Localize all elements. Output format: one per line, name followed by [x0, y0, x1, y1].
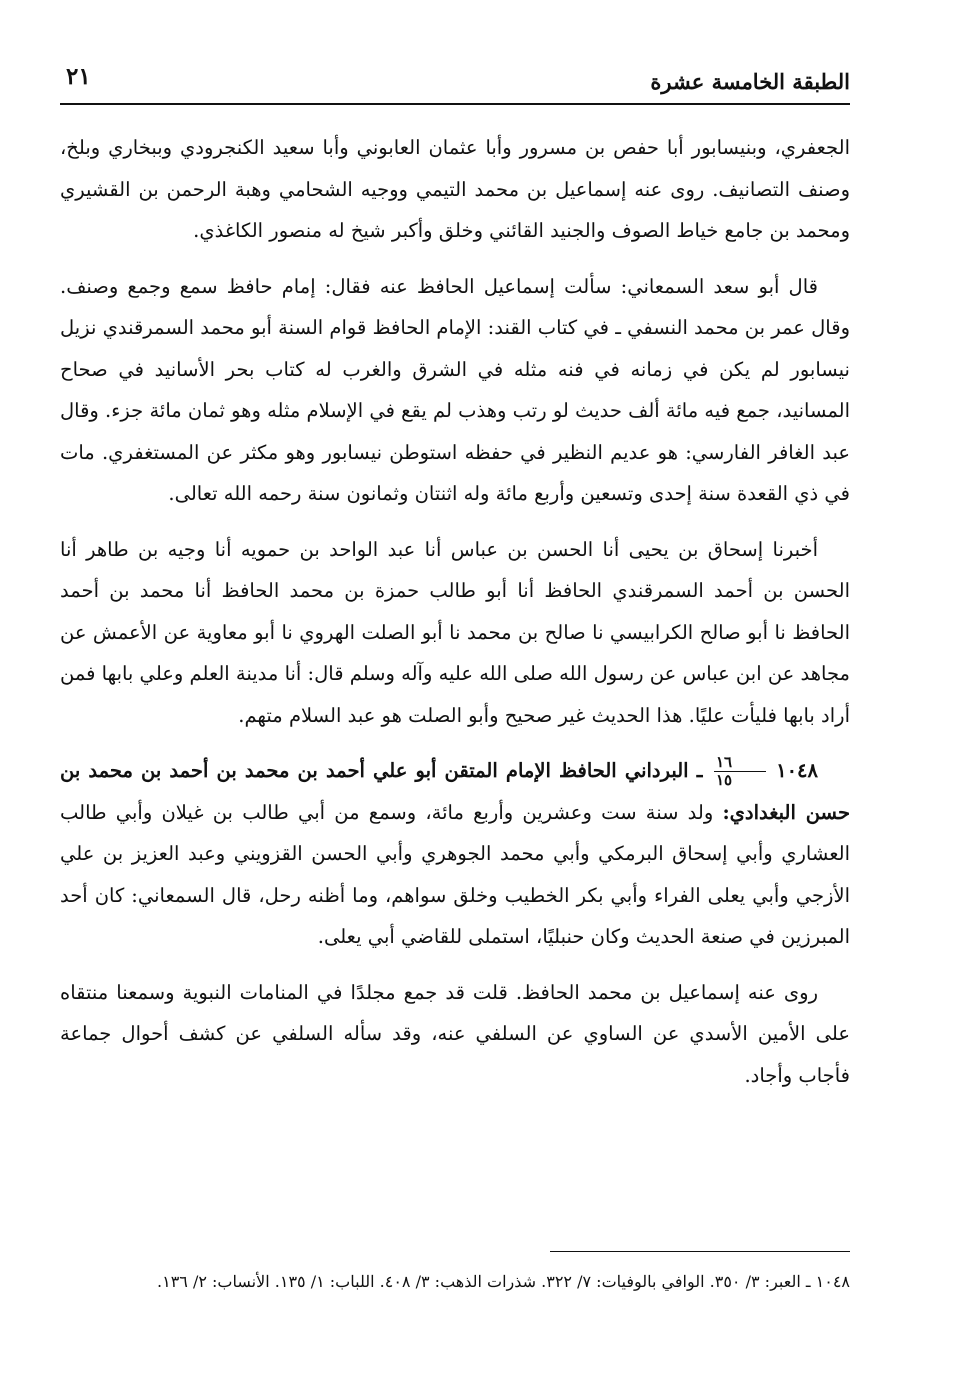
body-text [60, 127, 850, 1096]
entry-heading: ـ البرداني الحافظ الإمام المتقن أبو علي أحمد بن محمد بن أحمد بن محمد بن حسن البغدادي: [60, 759, 851, 824]
biography-entry [60, 750, 850, 958]
page-header [60, 55, 850, 105]
entry-number: ١٠٤٨ [776, 759, 818, 782]
footnote-divider [550, 1251, 850, 1252]
page-number: ٢١ [66, 63, 91, 90]
running-title: الطبقة الخامسة عشرة [650, 69, 850, 94]
fraction-bottom: ١٥ [715, 771, 733, 789]
entry-text: ولد سنة ست وعشرين وأربع مائة، وسمع من أبي طالب بن غيلان وأبي طالب العشاري وأبي إسحاق البرمكي وأبي محمد الجوهري وأبي الحسن القزويني وعبد العزيز بن علي الأزجي وأبي يعلى الفراء وأبي بكر الخطيب وخلق سواهم، وما أظنه رحل، قال السمعاني: كان أحد المبرزين في صنعة الحديث وكان حنبليًا، استملى للقاضي أبي يعلى. [60, 800, 850, 948]
paragraph-last: روى عنه إسماعيل بن محمد الحافظ. قلت قد جمع مجلدًا في المنامات النبوية وسمعنا منتقاه على الأمين الأسدي عن الساوي عن السلفي عنه، وقد سأله السلفي عن كشف أحوال جماعة فأجاب وأجاد. [60, 980, 850, 1087]
book-page [60, 55, 850, 1355]
footnote: ١٠٤٨ ـ العبر: ٣/ ٣٥٠. الوافي بالوفيات: ٧/ ٣٢٢. شذرات الذهب: ٣/ ٤٠٨. اللباب: ١/ ١٣٥. الأنساب: ٢/ ١٣٦. [157, 1272, 850, 1291]
paragraph-2: قال أبو سعد السمعاني: سألت إسماعيل الحافظ عنه فقال: إمام حافظ سمع وجمع وصنف. وقال عمر بن محمد النسفي ـ في كتاب القند: الإمام الحافظ قوام السنة أبو محمد السمرقندي نزيل نيسابور لم يكن في زمانه في فنه مثله في الشرق والغرب له كتاب بحر الأسانيد في صحاح المسانيد، جمع فيه مائة ألف حديث لو رتب وهذب لم يقع في الإسلام مثله وهو ثمان مائة جزء. وقال عبد الغافر الفارسي: هو عديم النظير في حفظه استوطن نيسابور وهو مكثر عن المستغفري. مات في ذي القعدة سنة إحدى وتسعين وأربع مائة وله اثنتان وثمانون سنة رحمه الله تعالى. [60, 274, 851, 505]
paragraph-3: أخبرنا إسحاق بن يحيى أنا الحسن بن عباس أنا عبد الواحد بن حمويه أنا وجيه بن طاهر أنا الحسن بن أحمد السمرقندي الحافظ أنا أبو طالب حمزة بن محمد الحافظ أنا محمد بن أحمد الحافظ نا أبو صالح الكرابيسي نا صالح بن محمد نا أبو الصلت الهروي نا أبو معاوية عن الأعمش عن مجاهد عن ابن عباس عن رسول الله صلى الله عليه وآله وسلم قال: أنا مدينة العلم وعلي بابها فمن أراد بابها فليأت عليًا. هذا الحديث غير صحيح وأبو الصلت هو عبد السلام متهم. [60, 537, 850, 727]
fraction-top: ١٦ [714, 754, 766, 772]
entry-fraction [714, 754, 766, 789]
paragraph-1: الجعفري، وبنيسابور أبا حفص بن مسرور وأبا عثمان العابوني وأبا سعيد الكنجرودي وببخاري وبلخ، وصنف التصانيف. روى عنه إسماعيل بن محمد التيمي ووجيه الشحامي وهبة الرحمن بن القشيري ومحمد بن جامع خياط الصوف والجنيد القائني وخلق وأكبر شيخ له منصور الكاغذي. [60, 136, 850, 242]
